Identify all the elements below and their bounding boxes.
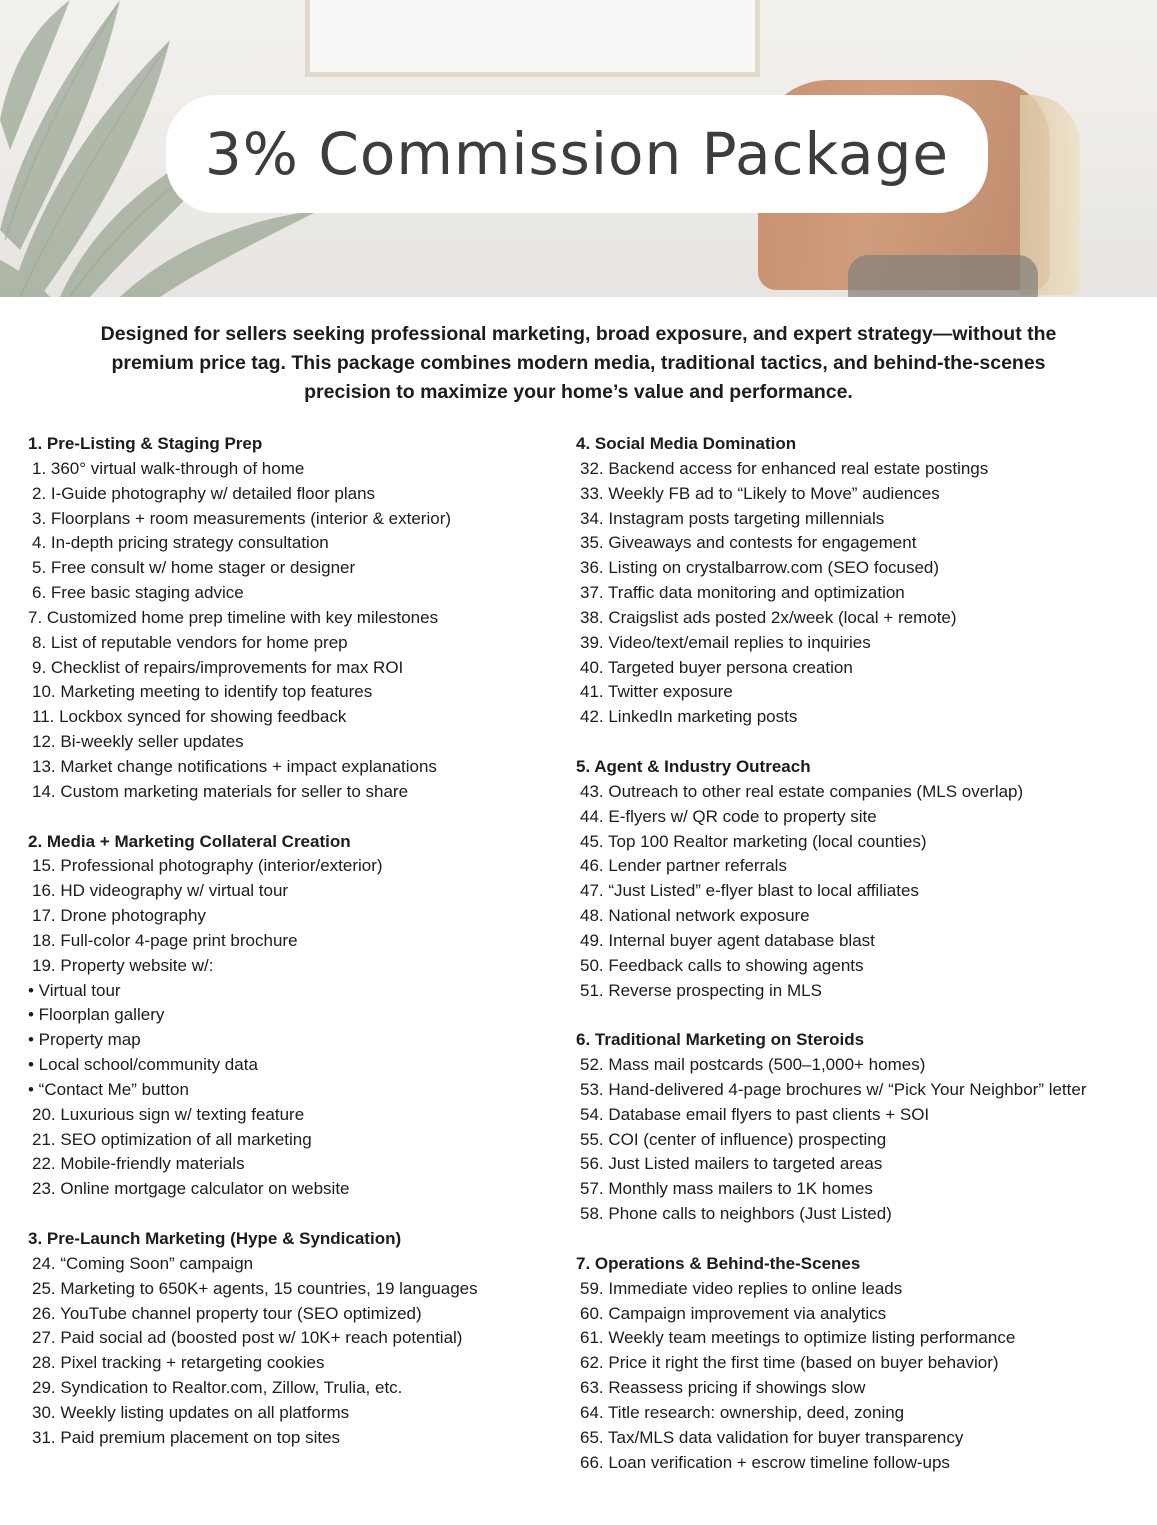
list-item: 34. Instagram posts targeting millennials [580, 508, 885, 528]
list-item: 10. Marketing meeting to identify top features [32, 682, 373, 702]
list-item: 33. Weekly FB ad to “Likely to Move” audiences [580, 483, 940, 503]
section-operations [576, 1252, 1151, 1476]
list-item: 37. Traffic data monitoring and optimization [580, 583, 905, 603]
list-item: 41. Twitter exposure [580, 682, 733, 702]
list-item: 28. Pixel tracking + retargeting cookies [32, 1353, 325, 1373]
list-item: 11. Lockbox synced for showing feedback [32, 707, 347, 727]
list-item: 63. Reassess pricing if showings slow [580, 1378, 866, 1398]
list-item: 53. Hand-delivered 4-page brochures w/ “Pick Your Neighbor” letter [580, 1079, 1087, 1099]
list-item: 52. Mass mail postcards (500–1,000+ homes) [580, 1055, 926, 1075]
list-item: 17. Drone photography [32, 906, 206, 926]
list-item: 57. Monthly mass mailers to 1K homes [580, 1179, 873, 1199]
list-item: 24. “Coming Soon” campaign [32, 1253, 254, 1273]
intro-paragraph: Designed for sellers seeking professional marketing, broad exposure, and expert strategy—without the premium price tag. This package combines modern media, traditional tactics, and behind-the-scenes precision to maximize your home’s value and performance. [100, 323, 1057, 403]
list-item: 54. Database email flyers to past clients + SOI [580, 1104, 930, 1124]
list-item: 15. Professional photography (interior/exterior) [32, 856, 383, 876]
list-item: 5. Free consult w/ home stager or designer [32, 558, 356, 578]
section-title: 4. Social Media Domination [576, 434, 797, 453]
list-item: 56. Just Listed mailers to targeted areas [580, 1154, 883, 1174]
list-item: 51. Reverse prospecting in MLS [580, 980, 822, 1000]
list-item: 43. Outreach to other real estate companies (MLS overlap) [580, 781, 1024, 801]
list-item: 22. Mobile-friendly materials [32, 1154, 245, 1174]
list-item: 20. Luxurious sign w/ texting feature [32, 1104, 305, 1124]
list-item: 44. E-flyers w/ QR code to property site [580, 806, 877, 826]
list-item: 2. I-Guide photography w/ detailed floor plans [32, 483, 376, 503]
list-item: 38. Craigslist ads posted 2x/week (local + remote) [580, 607, 957, 627]
section-pre-launch [28, 1227, 548, 1451]
list-item: 42. LinkedIn marketing posts [580, 707, 798, 727]
list-item: 32. Backend access for enhanced real estate postings [580, 458, 989, 478]
section-title: 1. Pre-Listing & Staging Prep [28, 434, 263, 453]
list-item: 59. Immediate video replies to online leads [580, 1278, 903, 1298]
hero-banner [0, 0, 1157, 297]
list-item: 48. National network exposure [580, 906, 810, 926]
list-item: 25. Marketing to 650K+ agents, 15 countries, 19 languages [32, 1278, 478, 1298]
list-item: 4. In-depth pricing strategy consultation [32, 533, 329, 553]
list-item: 61. Weekly team meetings to optimize listing performance [580, 1328, 1016, 1348]
list-item: 46. Lender partner referrals [580, 856, 787, 876]
section-title: 5. Agent & Industry Outreach [576, 756, 811, 776]
bullet-item: • Local school/community data [28, 1055, 258, 1075]
bullet-item: • Property map [28, 1030, 141, 1050]
section-agent-outreach [576, 755, 1151, 1003]
title-pill [166, 95, 988, 213]
list-item: 60. Campaign improvement via analytics [580, 1303, 887, 1323]
bullet-item: • Floorplan gallery [28, 1005, 165, 1025]
list-item: 14. Custom marketing materials for seller to share [32, 781, 409, 801]
section-title: 6. Traditional Marketing on Steroids [576, 1030, 865, 1050]
list-item: 1. 360° virtual walk-through of home [32, 458, 305, 478]
list-item: 12. Bi-weekly seller updates [32, 732, 244, 752]
section-title: 3. Pre-Launch Marketing (Hype & Syndication) [28, 1229, 402, 1248]
list-item: 19. Property website w/: [32, 955, 214, 975]
list-item: 9. Checklist of repairs/improvements for max ROI [32, 657, 404, 677]
list-item: 66. Loan verification + escrow timeline follow-ups [580, 1452, 950, 1472]
list-item: 13. Market change notifications + impact explanations [32, 756, 437, 776]
bullet-item: • Virtual tour [28, 980, 121, 1000]
list-item: 16. HD videography w/ virtual tour [32, 881, 289, 901]
list-item: 36. Listing on crystalbarrow.com (SEO focused) [580, 558, 940, 578]
section-title: 2. Media + Marketing Collateral Creation [28, 831, 351, 851]
page-title: 3% Commission Package [204, 120, 950, 188]
list-item: 7. Customized home prep timeline with key milestones [28, 607, 439, 627]
list-item: 39. Video/text/email replies to inquiries [580, 632, 871, 652]
list-item: 65. Tax/MLS data validation for buyer transparency [580, 1427, 964, 1447]
section-title: 7. Operations & Behind-the-Scenes [576, 1253, 861, 1273]
section-media-marketing [28, 830, 548, 1203]
list-item: 64. Title research: ownership, deed, zoning [580, 1402, 905, 1422]
list-item: 26. YouTube channel property tour (SEO optimized) [32, 1303, 422, 1323]
list-item: 35. Giveaways and contests for engagement [580, 533, 917, 553]
right-column [576, 432, 1151, 1475]
list-item: 30. Weekly listing updates on all platforms [32, 1402, 350, 1422]
list-item: 18. Full-color 4-page print brochure [32, 930, 298, 950]
list-item: 45. Top 100 Realtor marketing (local counties) [580, 831, 927, 851]
left-column [28, 432, 548, 1451]
list-item: 40. Targeted buyer persona creation [580, 657, 853, 677]
list-item: 29. Syndication to Realtor.com, Zillow, Trulia, etc. [32, 1378, 403, 1398]
section-traditional-marketing [576, 1028, 1151, 1227]
list-item: 62. Price it right the first time (based on buyer behavior) [580, 1353, 999, 1373]
list-item: 58. Phone calls to neighbors (Just Listed) [580, 1204, 892, 1224]
section-pre-listing [28, 432, 548, 805]
list-item: 49. Internal buyer agent database blast [580, 930, 875, 950]
bullet-item: • “Contact Me” button [28, 1079, 189, 1099]
list-item: 47. “Just Listed” e-flyer blast to local affiliates [580, 881, 919, 901]
list-item: 8. List of reputable vendors for home prep [32, 632, 348, 652]
list-item: 6. Free basic staging advice [32, 583, 244, 603]
list-item: 55. COI (center of influence) prospecting [580, 1129, 887, 1149]
section-social-media [576, 432, 1151, 730]
list-item: 31. Paid premium placement on top sites [32, 1427, 341, 1447]
list-item: 21. SEO optimization of all marketing [32, 1129, 312, 1149]
list-item: 50. Feedback calls to showing agents [580, 955, 864, 975]
list-item: 23. Online mortgage calculator on website [32, 1179, 350, 1199]
list-item: 3. Floorplans + room measurements (interior & exterior) [32, 508, 452, 528]
list-item: 27. Paid social ad (boosted post w/ 10K+ reach potential) [32, 1328, 463, 1348]
